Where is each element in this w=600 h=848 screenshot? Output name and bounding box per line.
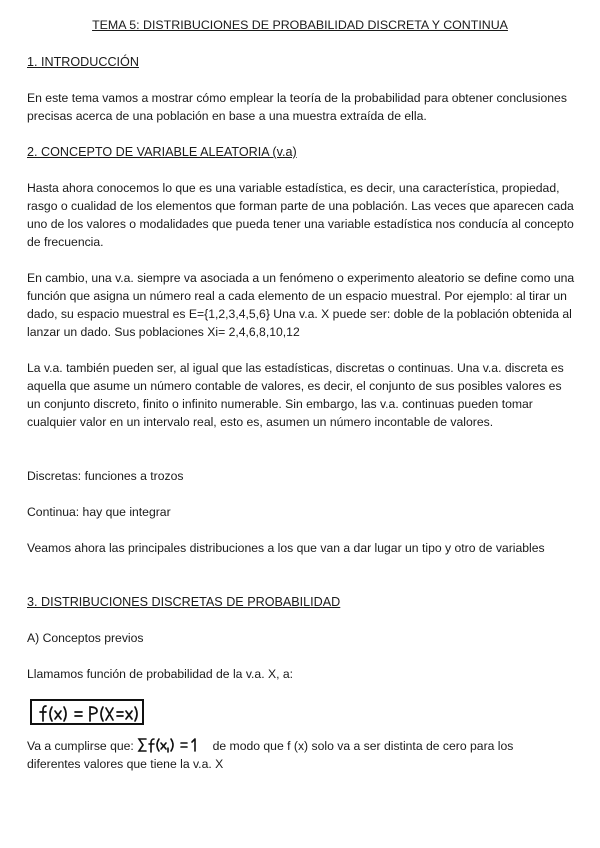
paragraph-distributions-intro: Veamos ahora las principales distribuciones a los que van a dar lugar un tipo y otro de variables — [27, 541, 545, 555]
handwritten-formula-image — [32, 701, 146, 727]
paragraph-introduction: En este tema vamos a mostrar cómo emplear la teoría de la probabilidad para obtener conclusiones precisas acerca de una población en base a una muestra extraída de ella. — [27, 91, 567, 123]
section-heading-discrete-distributions: 3. DISTRIBUCIONES DISCRETAS DE PROBABILIDAD — [27, 595, 341, 609]
section-heading-random-variable: 2. CONCEPTO DE VARIABLE ALEATORIA (v.a) — [27, 145, 297, 159]
formula-probability-function — [30, 699, 144, 725]
note-discrete: Discretas: funciones a trozos — [27, 469, 184, 483]
sum-formula-image — [137, 736, 209, 754]
note-continuous: Continua: hay que integrar — [27, 505, 171, 519]
paragraph-probability-function: Llamamos función de probabilidad de la v.a. X, a: — [27, 667, 294, 681]
paragraph-discrete-continuous: La v.a. también pueden ser, al igual que las estadísticas, discretas o continuas. Una v.a. discreta es aquella que asume un número contable de valores, es decir, el conjunto de sus posibles valores es un conjunto discreto, finito o infinito numerable. Sin embargo, las v.a. continuas pueden tomar cualquier valor en un intervalo real, esto es, asumen un número incontable de valores. — [27, 361, 564, 429]
sum-line2-text: diferentes valores que tiene la v.a. X — [27, 757, 224, 771]
sum-suffix-text: de modo que f (x) solo va a ser distinta de cero para los — [212, 739, 514, 753]
subheading-previous-concepts: A) Conceptos previos — [27, 631, 144, 645]
document-title: TEMA 5: DISTRIBUCIONES DE PROBABILIDAD DISCRETA Y CONTINUA — [92, 18, 508, 32]
paragraph-random-variable-definition: En cambio, una v.a. siempre va asociada a un fenómeno o experimento aleatorio se define como una función que asigna un número real a cada elemento de un espacio muestral. Por ejemplo: al tirar un dado, su espacio muestral es E={1,2,3,4,5,6} Una v.a. X puede ser: doble de la población obtenida al lanzar un dado. Sus poblaciones Xi= 2,4,6,8,10,12 — [27, 271, 575, 339]
sum-condition-line — [27, 736, 587, 773]
sum-prefix-text: Va a cumplirse que: — [27, 739, 138, 753]
paragraph-statistical-variable: Hasta ahora conocemos lo que es una variable estadística, es decir, una característica, propiedad, rasgo o cualidad de los elementos que forman parte de una población. Las veces que aparecen cada uno de los valores o modalidades que pueda tener una variable estadística nos conducía al concepto de frecuencia. — [27, 181, 574, 249]
section-heading-introduction: 1. INTRODUCCIÓN — [27, 55, 139, 69]
